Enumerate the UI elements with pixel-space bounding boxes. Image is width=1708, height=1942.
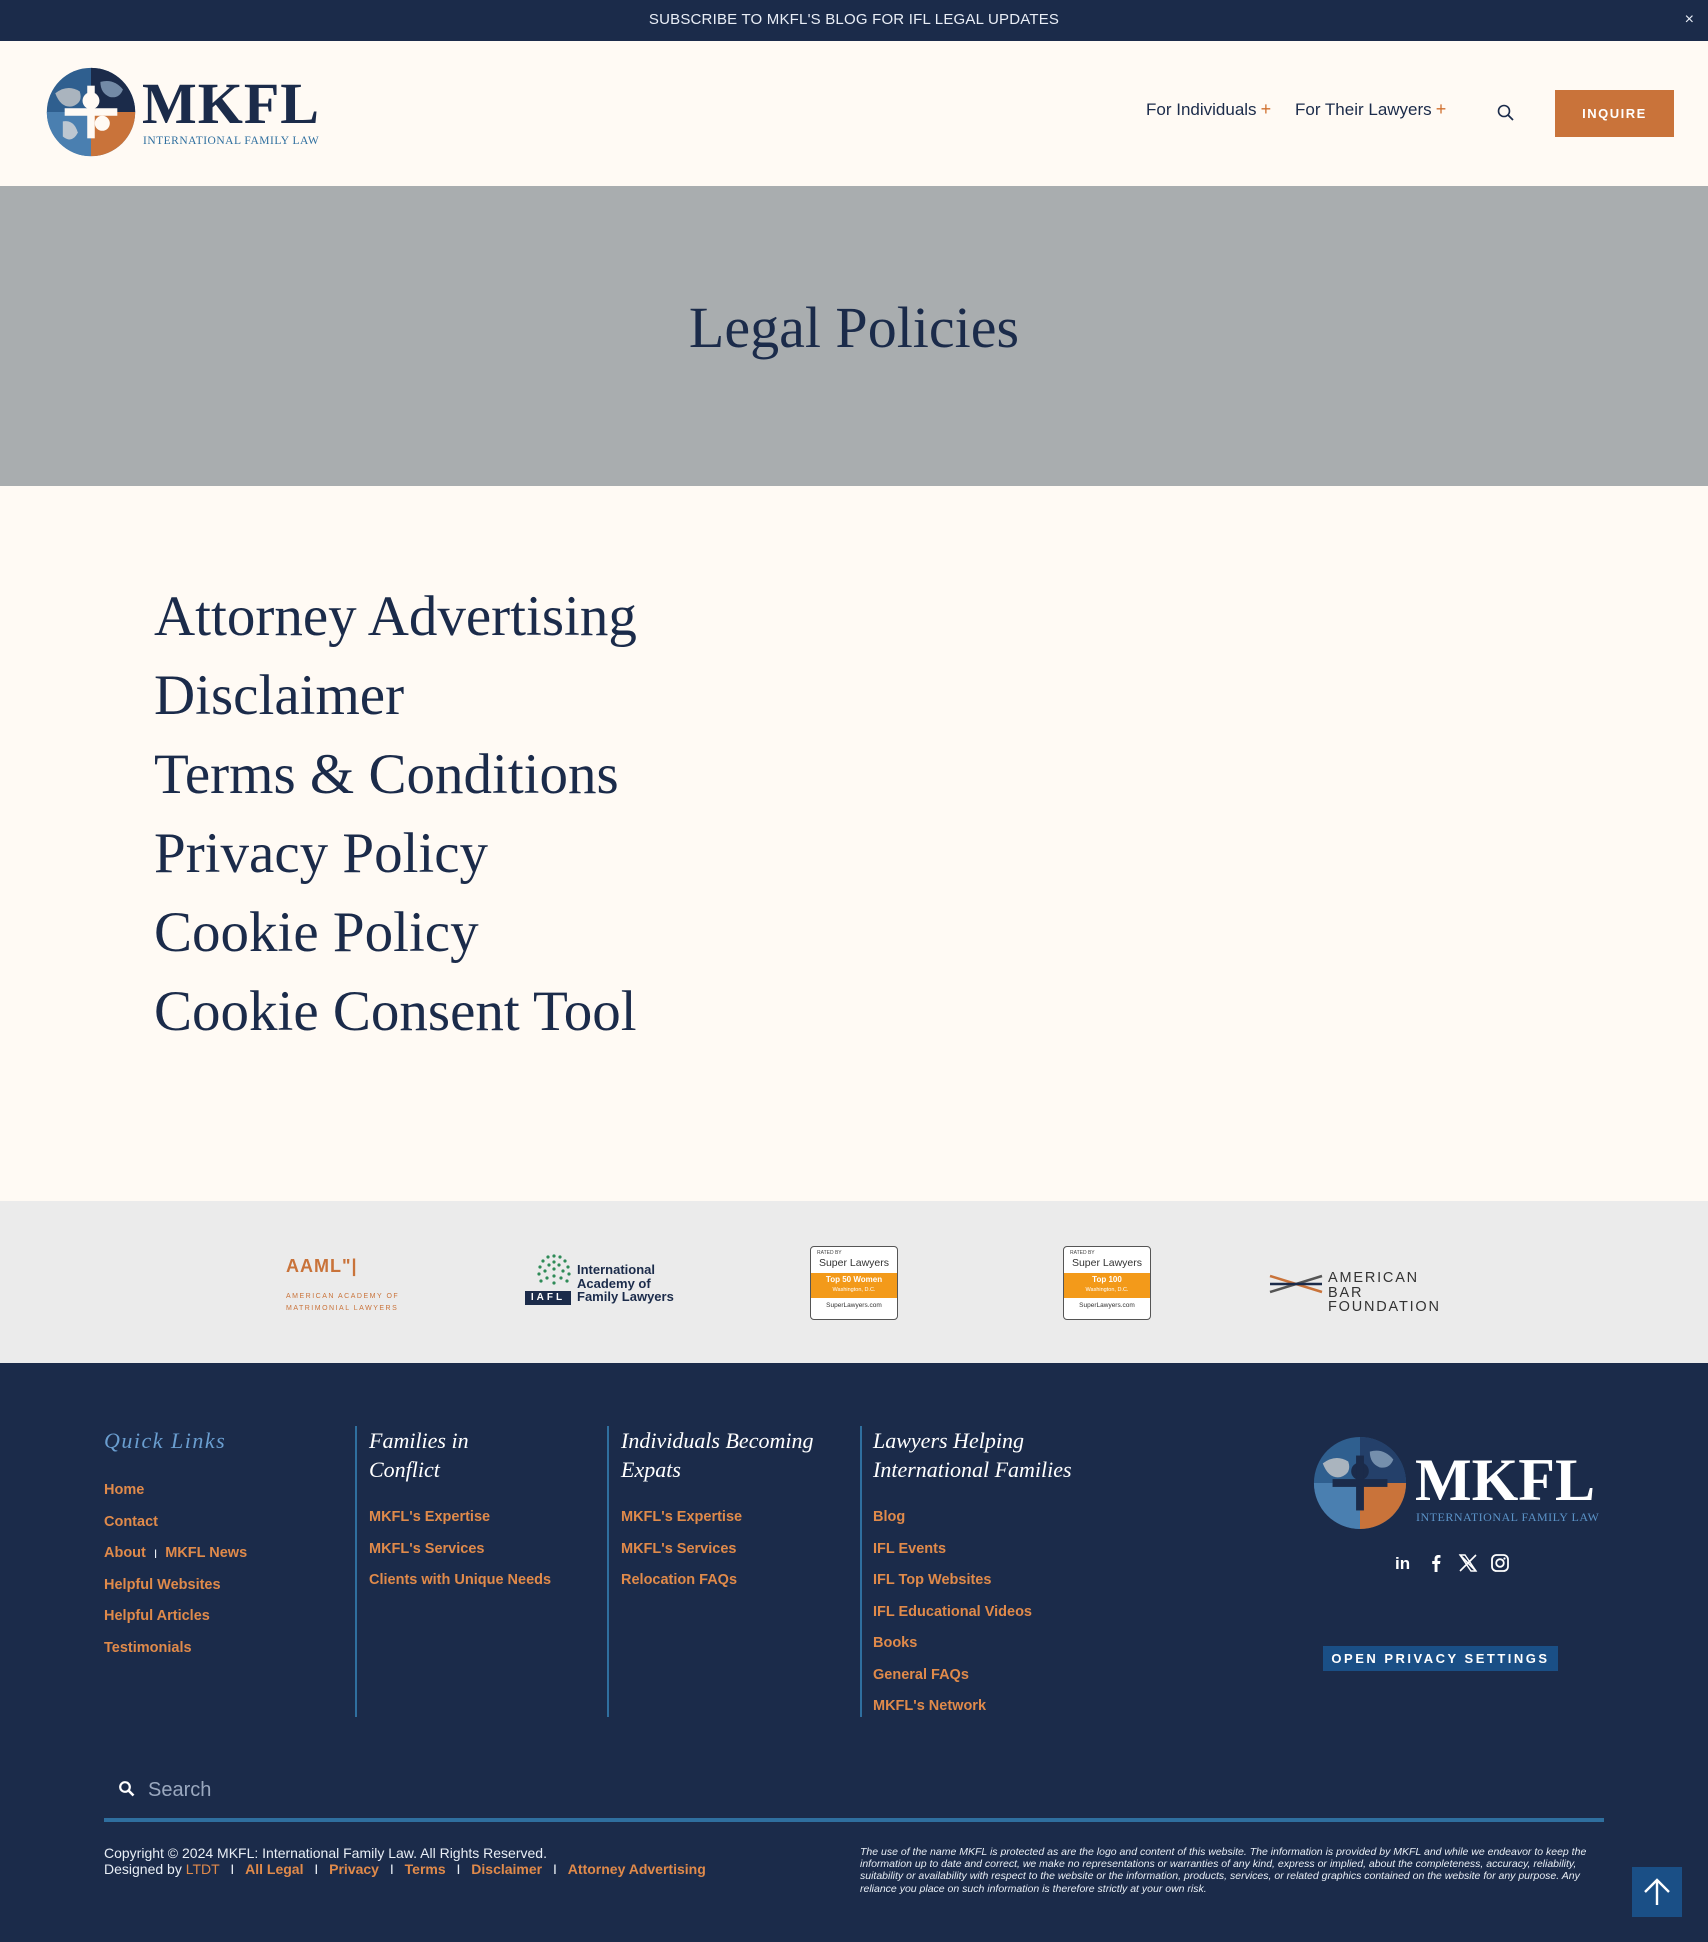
legal-link-attorney-advertising[interactable]: Attorney Advertising [567,1861,706,1877]
footer-link-relocation-faqs[interactable]: Relocation FAQs [621,1572,738,1588]
expats-title [621,1426,813,1484]
award-location: Washington, D.C. [1085,1287,1129,1293]
footer-link-ifl-educational-videos[interactable]: IFL Educational Videos [873,1603,1032,1620]
expats-title-line2: Expats [621,1457,681,1482]
associations-band [0,1201,1708,1363]
legal-link-disclaimer[interactable]: Disclaimer [471,1861,543,1877]
nav-label: For Their Lawyers [1295,99,1432,119]
award-title: Top 100 [1092,1275,1122,1284]
footer-lawyers-helping [873,1426,1072,1723]
legal-link-privacy[interactable]: Privacy [329,1861,379,1877]
award-band [1064,1273,1150,1298]
footer-link-mkfl-news[interactable]: MKFL News [165,1545,248,1561]
footer-disclaimer: The use of the name MKFL is protected as are the logo and content of this website. The information is provided by MKFL and while we endeavor to keep the information up to date and correct, we make no representations or warranties of any kind, express or implied, about the completeness, accuracy, reliability, suitability or availability with respect to the website or the information, products, services, or related graphics contained on the website for any purpose. Any reliance you place on such information is therefore strictly at your own risk. [860,1846,1587,1895]
abf-line2: FOUNDATION [1328,1299,1441,1315]
legal-link-terms[interactable]: Terms [404,1861,446,1877]
super-lawyers-name: Super Lawyers [1071,1257,1143,1269]
hero-banner [0,186,1708,486]
footer-search [104,1762,1604,1822]
nav-for-individuals[interactable] [1146,99,1271,120]
super-lawyers-top-100-badge[interactable] [1063,1246,1151,1320]
footer-link-ifl-top-websites[interactable]: IFL Top Websites [873,1572,992,1588]
separator: I [153,1546,158,1561]
super-lawyers-top-50-women-badge[interactable] [810,1246,898,1320]
separator: I [456,1861,461,1877]
footer-link-books[interactable]: Books [873,1635,918,1651]
subscribe-message[interactable]: SUBSCRIBE TO MKFL'S BLOG FOR IFL LEGAL UPDATES [648,11,1060,28]
footer-link-unique-needs[interactable]: Clients with Unique Needs [369,1572,552,1588]
column-divider [860,1426,862,1717]
back-to-top-button[interactable] [1632,1867,1682,1917]
footer-logo-wordmark: MKFL [1415,1447,1595,1513]
policy-link-terms-conditions[interactable]: Terms & Conditions [154,743,619,806]
footer-logo-tagline: INTERNATIONAL FAMILY LAW [1416,1510,1600,1524]
footer-link-general-faqs[interactable]: General FAQs [873,1666,969,1683]
policy-link-cookie-consent-tool[interactable]: Cookie Consent Tool [154,980,637,1043]
mkfl-logo[interactable] [44,65,320,161]
aaml-mark-icon: "| [342,1256,358,1276]
globe-puzzle-icon [44,65,138,159]
footer-link-home[interactable]: Home [104,1482,145,1498]
announcement-bar [0,0,1708,41]
footer-mkfl-logo[interactable] [1311,1434,1601,1534]
quick-links-title: Quick Links [104,1428,227,1453]
globe-puzzle-icon [1311,1434,1409,1532]
footer-search-input[interactable] [148,1772,748,1808]
iafl-name [577,1263,674,1304]
column-divider [607,1426,609,1717]
nav-label: For Individuals [1146,99,1257,119]
lawyers-title-line1: Lawyers Helping [873,1428,1024,1453]
abf-mark-icon [1268,1271,1324,1297]
footer-link-families-services[interactable]: MKFL's Services [369,1540,485,1557]
plus-icon: + [1260,99,1272,119]
legal-link-all-legal[interactable]: All Legal [245,1861,304,1877]
rated-by: RATED BY [817,1250,842,1256]
footer-individuals-expats [621,1426,813,1597]
footer-link-helpful-websites[interactable]: Helpful Websites [104,1576,221,1593]
footer-link-families-expertise[interactable]: MKFL's Expertise [369,1509,491,1525]
aaml-line1: AMERICAN ACADEMY OF [286,1293,400,1300]
search-icon[interactable] [118,1780,136,1798]
abf-line1: AMERICAN BAR [1328,1270,1419,1301]
x-icon[interactable] [1457,1552,1479,1574]
award-band [811,1273,897,1298]
footer-link-mkfl-network[interactable]: MKFL's Network [873,1698,987,1714]
aaml-line2: MATRIMONIAL LAWYERS [286,1305,399,1312]
footer-link-helpful-articles[interactable]: Helpful Articles [104,1608,210,1624]
page-title: Legal Policies [688,295,1020,360]
dotted-globe-icon [533,1253,575,1289]
policy-link-attorney-advertising[interactable]: Attorney Advertising [154,585,637,648]
linkedin-icon[interactable] [1393,1552,1415,1574]
lawyers-title-line2: International Families [873,1457,1072,1482]
plus-icon: + [1435,99,1447,119]
american-bar-foundation-logo[interactable] [1268,1269,1458,1315]
search-icon[interactable] [1496,103,1516,123]
abf-text [1328,1271,1458,1315]
nav-for-their-lawyers[interactable] [1295,99,1446,120]
separator: I [553,1861,557,1877]
svg-text:in: in [1395,1554,1411,1573]
policy-link-cookie-policy[interactable]: Cookie Policy [154,901,479,964]
aaml-logo[interactable] [286,1257,410,1311]
footer-link-ifl-events[interactable]: IFL Events [873,1540,947,1557]
families-title-line2: Conflict [369,1457,440,1482]
policy-link-disclaimer[interactable]: Disclaimer [154,664,405,727]
site-header [0,41,1708,186]
separator: I [389,1861,394,1877]
iafl-line1: International [577,1262,656,1277]
about-news-row [104,1538,247,1570]
footer-link-expats-expertise[interactable]: MKFL's Expertise [621,1509,743,1525]
logo-wordmark: MKFL [142,71,320,136]
facebook-icon[interactable] [1425,1552,1447,1574]
footer-link-contact[interactable]: Contact [104,1513,158,1530]
policy-links [154,577,637,1051]
open-privacy-settings-button[interactable]: OPEN PRIVACY SETTINGS [1323,1646,1558,1671]
iafl-line2: Academy of [577,1275,651,1291]
award-location: Washington, D.C. [832,1287,876,1293]
arrow-up-icon [1632,1867,1682,1917]
logo-tagline: INTERNATIONAL FAMILY LAW [143,135,320,147]
separator: I [314,1861,319,1877]
families-title [369,1426,551,1484]
copyright-block [104,1845,706,1877]
designed-by-label: Designed by [104,1861,182,1877]
super-lawyers-name: Super Lawyers [818,1257,890,1269]
close-icon[interactable]: × [1684,11,1694,28]
legal-links-row [104,1861,706,1877]
iafl-logo[interactable] [525,1253,685,1309]
footer-quick-links [104,1426,247,1664]
iafl-abbr: IAFL [525,1291,571,1305]
instagram-icon[interactable] [1489,1552,1511,1574]
separator: I [230,1861,235,1877]
rated-by: RATED BY [1070,1250,1095,1256]
column-divider [355,1426,357,1717]
footer-link-about[interactable]: About [104,1545,146,1561]
policy-link-privacy-policy[interactable]: Privacy Policy [154,822,489,885]
super-lawyers-site: SuperLawyers.com [826,1302,882,1309]
lawyers-title [873,1426,1072,1484]
footer-families-in-conflict [369,1426,551,1597]
footer-link-blog[interactable]: Blog [873,1509,906,1525]
copyright-text: Copyright © 2024 MKFL: International Family Law. All Rights Reserved. [104,1845,547,1861]
families-title-line1: Families in [369,1428,469,1453]
social-links [1393,1552,1521,1574]
footer-link-expats-services[interactable]: MKFL's Services [621,1540,737,1557]
super-lawyers-site: SuperLawyers.com [1079,1302,1135,1309]
award-title: Top 50 Women [825,1275,883,1284]
designer-link[interactable]: LTDT [185,1861,220,1877]
expats-title-line1: Individuals Becoming [621,1428,814,1453]
iafl-line3: Family Lawyers [577,1289,674,1304]
inquire-button[interactable]: INQUIRE [1555,90,1674,137]
footer-link-testimonials[interactable]: Testimonials [104,1639,192,1656]
aaml-abbr: AAML [286,1256,342,1276]
